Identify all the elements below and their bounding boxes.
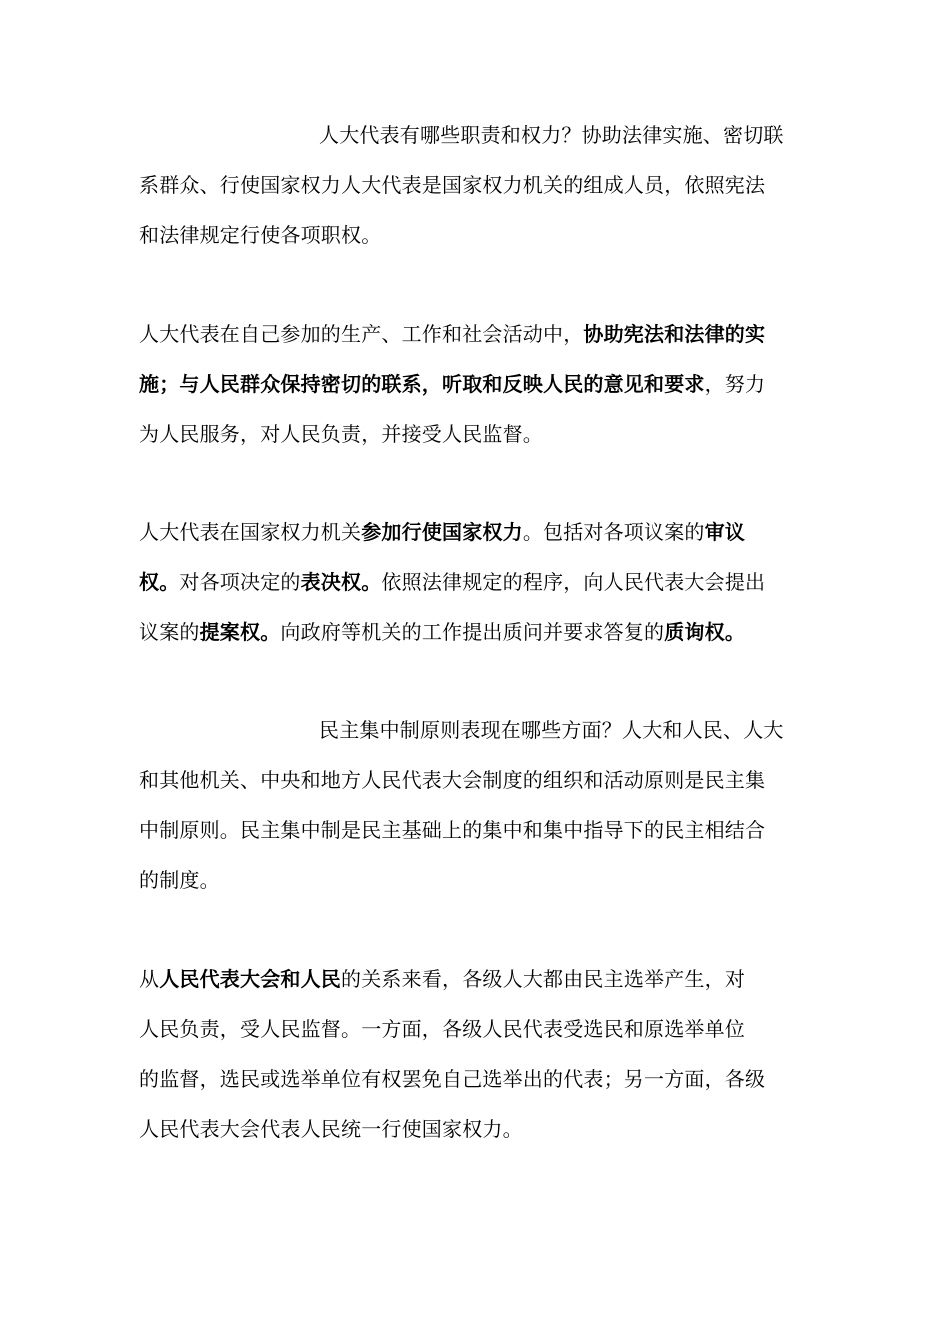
text-run: 为人民服务，对人民负责，并接受人民监督。 xyxy=(139,422,543,446)
text-run: ，努力 xyxy=(704,372,766,396)
text-run: 议案的 xyxy=(139,620,200,644)
paragraph-4-line-2 xyxy=(139,763,819,797)
bold-text-run: 质询权。 xyxy=(664,620,746,644)
text-run: 依照法律规定的程序，向人民代表大会提出 xyxy=(381,570,766,594)
text-run: 对各项决定的 xyxy=(179,570,301,594)
paragraph-1-line-3 xyxy=(139,218,819,252)
text-run: 的制度。 xyxy=(139,868,220,892)
text-run: 和法律规定行使各项职权。 xyxy=(139,223,382,247)
paragraph-5-line-1 xyxy=(139,962,819,996)
text-run: 民主集中制原则表现在哪些方面？人大和人民、人大 xyxy=(319,718,784,742)
bold-text-run: 人民代表大会和人民 xyxy=(159,967,342,991)
paragraph-5-line-3 xyxy=(139,1062,819,1096)
bold-text-run: 参加行使国家权力 xyxy=(361,520,523,544)
paragraph-5-line-2 xyxy=(139,1012,819,1046)
text-run: 人大代表在国家权力机关 xyxy=(139,520,362,544)
text-run: 从 xyxy=(139,967,160,991)
text-run: 系群众、行使国家权力人大代表是国家权力机关的组成人员，依照宪法 xyxy=(139,173,766,197)
text-run: 和其他机关、中央和地方人民代表大会制度的组织和活动原则是民主集 xyxy=(139,768,766,792)
paragraph-5-line-4 xyxy=(139,1112,819,1146)
bold-text-run: 权。 xyxy=(139,570,180,594)
paragraph-4-line-3 xyxy=(139,813,819,847)
paragraph-4-line-1 xyxy=(319,713,950,747)
bold-text-run: 协助宪法和法律的实 xyxy=(583,322,766,346)
paragraph-3-line-2 xyxy=(139,565,819,599)
paragraph-2-line-1 xyxy=(139,317,819,351)
bold-text-run: 表决权。 xyxy=(300,570,382,594)
paragraph-1-line-1 xyxy=(319,118,950,152)
text-run: 人大代表在自己参加的生产、工作和社会活动中， xyxy=(139,322,584,346)
paragraph-2-line-2 xyxy=(139,367,819,401)
text-run: 的关系来看，各级人大都由民主选举产生，对 xyxy=(341,967,746,991)
paragraph-1-line-2 xyxy=(139,168,819,202)
text-run: 向政府等机关的工作提出质问并要求答复的 xyxy=(280,620,665,644)
bold-text-run: 施；与人民群众保持密切的联系，听取和反映人民的意见和要求 xyxy=(139,372,705,396)
text-run: 人大代表有哪些职责和权力？协助法律实施、密切联 xyxy=(319,123,784,147)
text-run: 中制原则。民主集中制是民主基础上的集中和集中指导下的民主相结合 xyxy=(139,818,766,842)
paragraph-4-line-4 xyxy=(139,863,819,897)
paragraph-3-line-1 xyxy=(139,515,819,549)
bold-text-run: 提案权。 xyxy=(199,620,281,644)
text-run: 人民代表大会代表人民统一行使国家权力。 xyxy=(139,1117,523,1141)
paragraph-3-line-3 xyxy=(139,615,819,649)
text-run: 。包括对各项议案的 xyxy=(522,520,705,544)
text-run: 人民负责，受人民监督。一方面，各级人民代表受选民和原选举单位 xyxy=(139,1017,745,1041)
paragraph-2-line-3 xyxy=(139,417,819,451)
text-run: 的监督，选民或选举单位有权罢免自己选举出的代表；另一方面，各级 xyxy=(139,1067,766,1091)
bold-text-run: 审议 xyxy=(704,520,746,544)
